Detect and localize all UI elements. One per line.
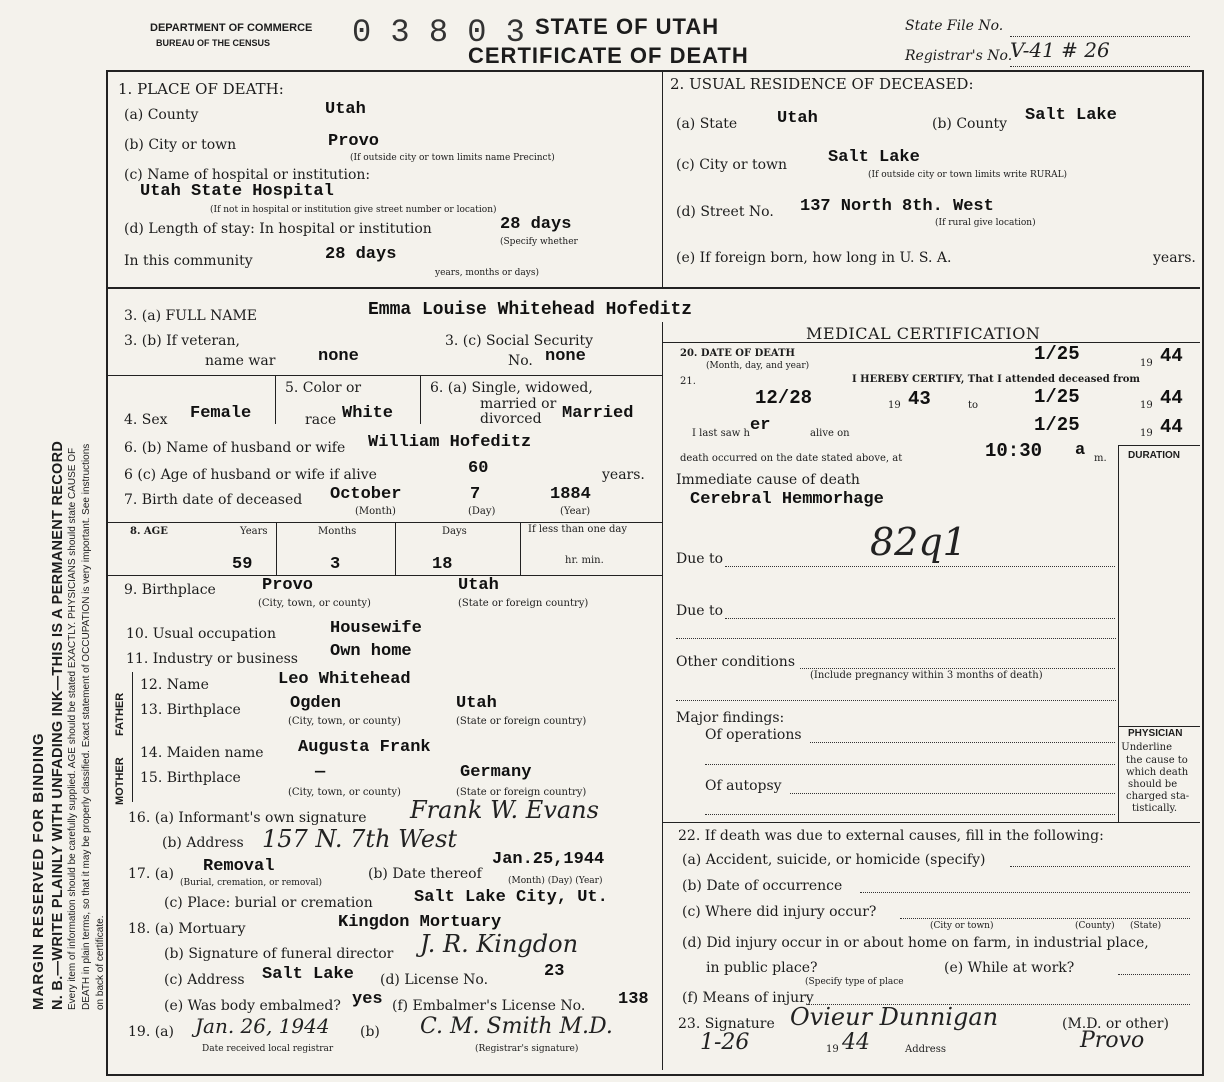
mother-city-note: (City, town, or county) — [288, 787, 401, 798]
informant-signature: Frank W. Evans — [410, 796, 599, 824]
res-county: Salt Lake — [1025, 106, 1117, 125]
marital-label-2: married or — [480, 396, 557, 412]
occurred-label: death occurred on the date stated above, at — [680, 453, 903, 464]
res-county-label: (b) County — [932, 116, 1008, 132]
death-county: Utah — [325, 100, 366, 119]
time-of-death: 10:30 — [985, 440, 1043, 462]
veteran-war: none — [318, 347, 359, 366]
father-birth-label: 13. Birthplace — [140, 702, 241, 718]
ss-no-label: No. — [508, 353, 533, 369]
foreign-label: (e) If foreign born, how long in U. S. A. — [676, 250, 952, 266]
full-name-label: 3. (a) FULL NAME — [124, 308, 257, 324]
spouse-name: William Hofeditz — [368, 433, 532, 452]
external-c: (c) Where did injury occur? — [682, 904, 877, 920]
state-title: STATE OF UTAH — [535, 14, 720, 39]
mother-tag: MOTHER — [114, 757, 126, 805]
disposition-date-note: (Month) (Day) (Year) — [508, 876, 603, 886]
burial-place: Salt Lake City, Ut. — [414, 888, 608, 907]
marital-status: Married — [562, 404, 634, 423]
mother-name: Augusta Frank — [298, 738, 431, 757]
color-label: 5. Color or — [285, 380, 362, 396]
specify-note: (Specify whether — [500, 237, 578, 247]
registrar-label: Registrar's No. — [905, 48, 1013, 64]
major-findings-label: Major findings: — [676, 710, 785, 726]
last-saw-year: 44 — [1160, 416, 1183, 438]
external-c-city: (City or town) — [930, 921, 994, 931]
external-d2: in public place? — [706, 960, 818, 976]
informant-label: 16. (a) Informant's own signature — [128, 810, 367, 826]
hospital-note: (If not in hospital or institution give street number or location) — [210, 205, 497, 215]
time-ampm: a — [1075, 441, 1086, 460]
duration-header: DURATION — [1128, 450, 1181, 461]
registrar-sig-label: (b) — [360, 1024, 380, 1040]
dod-year: 44 — [1160, 345, 1183, 367]
registrar-signature: C. M. Smith M.D. — [420, 1014, 613, 1039]
months-header: Months — [318, 526, 357, 537]
burial-label: 17. (a) — [128, 866, 174, 882]
occupation-label: 10. Usual occupation — [126, 626, 276, 642]
classification-code: 82q1 — [870, 520, 967, 564]
industry-label: 11. Industry or business — [126, 651, 298, 667]
disposition-method: Removal — [203, 857, 275, 876]
physician-note-3: which death — [1126, 767, 1189, 778]
from-year: 43 — [908, 388, 931, 410]
ss-number: none — [545, 347, 586, 366]
mortuary-label: 18. (a) Mortuary — [128, 921, 246, 937]
city-label: (b) City or town — [124, 137, 237, 153]
birthplace-city: Provo — [262, 576, 314, 595]
less-than-day-header: If less than one day — [528, 524, 627, 535]
death-city: Provo — [328, 132, 380, 151]
signature-date: 1-26 — [700, 1030, 750, 1055]
director-label: (b) Signature of funeral director — [164, 946, 394, 962]
birth-date-label: 7. Birth date of deceased — [124, 492, 303, 508]
certificate-number: 0 3 8 0 3 — [352, 14, 525, 51]
embalmer-license-label: (f) Embalmer's License No. — [392, 998, 586, 1014]
physician-tag: PHYSICIAN — [1128, 728, 1183, 739]
dept-label: DEPARTMENT OF COMMERCE — [150, 22, 313, 34]
informant-address: 157 N. 7th West — [262, 825, 458, 853]
immediate-cause: Cerebral Hemmorhage — [690, 490, 884, 509]
mortuary-address: Salt Lake — [262, 965, 354, 984]
embalmed-label: (e) Was body embalmed? — [164, 998, 341, 1014]
mother-city: — — [315, 763, 326, 782]
state-file-label: State File No. — [905, 18, 1004, 34]
last-saw-pronoun: er — [750, 416, 771, 435]
stay-community: 28 days — [325, 245, 397, 264]
month-note: (Month) — [355, 506, 396, 517]
registrar-date-note: Date received local registrar — [202, 1044, 334, 1054]
res-street: 137 North 8th. West — [800, 197, 994, 216]
license-number: 23 — [544, 962, 565, 981]
father-name: Leo Whitehead — [278, 670, 411, 689]
other-conditions-note: (Include pregnancy within 3 months of death) — [810, 670, 1043, 681]
from-year-pre: 19 — [888, 400, 901, 411]
ymd-note: years, months or days) — [435, 268, 539, 278]
city-note: (If outside city or town limits name Precinct) — [350, 153, 555, 163]
foreign-suffix: years. — [1153, 250, 1196, 266]
ss-label: 3. (c) Social Security — [445, 333, 594, 349]
community-label: In this community — [124, 253, 253, 269]
street-note: (If rural give location) — [935, 218, 1036, 228]
res-city-note: (If outside city or town limits write RURAL) — [868, 170, 1068, 180]
embalmer-license: 138 — [618, 990, 649, 1009]
birth-day: 7 — [470, 485, 481, 504]
spouse-age: 60 — [468, 459, 489, 478]
street-label: (d) Street No. — [676, 204, 774, 220]
dod-year-pre: 19 — [1140, 358, 1153, 369]
maiden-label: 14. Maiden name — [140, 745, 264, 761]
physician-note-5: charged sta- — [1126, 791, 1190, 802]
bureau-label: BUREAU OF THE CENSUS — [156, 38, 271, 48]
birthplace-label: 9. Birthplace — [124, 582, 216, 598]
hr-min: hr. min. — [565, 555, 604, 566]
physician-signature: Ovieur Dunnigan — [790, 1003, 999, 1031]
spouse-age-label: 6 (c) Age of husband or wife if alive — [124, 467, 377, 483]
external-d-note: (Specify type of place — [805, 977, 904, 987]
certify-number: 21. — [680, 376, 696, 387]
marital-label: 6. (a) Single, widowed, — [430, 380, 593, 396]
external-c-county: (County) — [1075, 921, 1115, 931]
last-saw-date: 1/25 — [1034, 414, 1080, 436]
margin-line-4: DEATH in plain terms, so that it may be properly classified. Exact statement of OCCUPATION is very important. See instructions — [81, 443, 92, 1010]
occupation: Housewife — [330, 619, 422, 638]
date-of-death: 1/25 — [1034, 343, 1080, 365]
informant-address-label: (b) Address — [162, 835, 244, 851]
license-label: (d) License No. — [380, 972, 489, 988]
registrar-date: Jan. 26, 1944 — [195, 1014, 330, 1038]
registrar-sig-note: (Registrar's signature) — [475, 1044, 579, 1054]
stay-label: (d) Length of stay: In hospital or institution — [124, 221, 432, 237]
disposition-date: Jan.25,1944 — [492, 850, 605, 869]
last-saw-label: I last saw h — [692, 428, 750, 439]
res-state-label: (a) State — [676, 116, 738, 132]
dod-note: (Month, day, and year) — [706, 361, 810, 371]
hospital-label: (c) Name of hospital or institution: — [124, 167, 371, 183]
due-to-label-2: Due to — [676, 603, 724, 619]
signature-label: 23. Signature — [678, 1016, 775, 1032]
war-label: name war — [205, 353, 276, 369]
to-year-pre: 19 — [1140, 400, 1153, 411]
year-note: (Year) — [560, 506, 591, 517]
race: White — [342, 404, 394, 423]
certify-text: I HEREBY CERTIFY, That I attended deceased from — [852, 374, 1141, 385]
res-state: Utah — [777, 109, 818, 128]
marital-label-3: divorced — [480, 411, 542, 427]
county-label: (a) County — [124, 107, 199, 123]
place-of-death-heading: 1. PLACE OF DEATH: — [118, 80, 284, 98]
external-d: (d) Did injury occur in or about home on farm, in industrial place, — [682, 935, 1149, 951]
signature-address-label: Address — [905, 1044, 946, 1055]
last-saw-year-pre: 19 — [1140, 428, 1153, 439]
father-name-label: 12. Name — [140, 677, 209, 693]
spouse-label: 6. (b) Name of husband or wife — [124, 440, 346, 456]
birthplace-state: Utah — [458, 576, 499, 595]
mother-state-note: (State or foreign country) — [456, 787, 587, 798]
immediate-cause-label: Immediate cause of death — [676, 472, 860, 488]
margin-line-2: N. B.—WRITE PLAINLY WITH UNFADING INK—THIS IS A PERMANENT RECORD — [50, 440, 66, 1010]
birth-year: 1884 — [550, 485, 591, 504]
father-city: Ogden — [290, 694, 342, 713]
external-e: (e) While at work? — [944, 960, 1075, 976]
dod-label: 20. DATE OF DEATH — [680, 348, 795, 359]
day-note: (Day) — [468, 506, 496, 517]
md-label: (M.D. or other) — [1062, 1016, 1169, 1032]
attended-to: 1/25 — [1034, 386, 1080, 408]
full-name: Emma Louise Whitehead Hofeditz — [368, 300, 693, 320]
age-days: 18 — [432, 555, 453, 574]
residence-heading: 2. USUAL RESIDENCE OF DECEASED: — [670, 75, 974, 93]
years-suffix: years. — [602, 467, 645, 483]
mother-state: Germany — [460, 763, 532, 782]
certificate-title: CERTIFICATE OF DEATH — [468, 43, 749, 68]
res-city: Salt Lake — [828, 148, 920, 167]
physician-note-1: Underline — [1121, 742, 1172, 753]
to-label: to — [968, 400, 979, 411]
sex: Female — [190, 404, 252, 423]
attended-from: 12/28 — [755, 387, 813, 409]
of-operations-label: Of operations — [705, 727, 802, 743]
disposition-date-label: (b) Date thereof — [368, 866, 482, 882]
signature-year: 44 — [842, 1030, 870, 1055]
hospital-name: Utah State Hospital — [140, 182, 334, 201]
days-header: Days — [442, 526, 467, 537]
father-state-note: (State or foreign country) — [456, 716, 587, 727]
external-f: (f) Means of injury — [682, 990, 814, 1006]
external-a: (a) Accident, suicide, or homicide (specify) — [682, 852, 986, 868]
director-signature: J. R. Kingdon — [420, 930, 579, 958]
embalmed: yes — [352, 990, 383, 1009]
father-state: Utah — [456, 694, 497, 713]
to-year: 44 — [1160, 387, 1183, 409]
age-label: 8. AGE — [130, 526, 168, 537]
sex-label: 4. Sex — [124, 412, 168, 428]
physician-note-6: tistically. — [1132, 803, 1178, 814]
medical-heading: MEDICAL CERTIFICATION — [806, 324, 1041, 343]
signature-address: Provo — [1080, 1028, 1145, 1053]
disposition-note: (Burial, cremation, or removal) — [180, 878, 323, 888]
margin-line-1: MARGIN RESERVED FOR BINDING — [30, 732, 47, 1010]
last-saw-label-2: alive on — [810, 428, 850, 439]
veteran-label: 3. (b) If veteran, — [124, 333, 240, 349]
mother-birth-label: 15. Birthplace — [140, 770, 241, 786]
external-heading: 22. If death was due to external causes, fill in the following: — [678, 828, 1104, 844]
due-to-label-1: Due to — [676, 551, 724, 567]
signature-year-pre: 19 — [826, 1044, 839, 1055]
age-months: 3 — [330, 555, 341, 574]
external-c-state: (State) — [1130, 921, 1162, 931]
other-conditions-label: Other conditions — [676, 654, 796, 670]
registrar-number: V-41 # 26 — [1010, 38, 1110, 62]
birth-state-note: (State or foreign country) — [458, 598, 589, 609]
burial-place-label: (c) Place: burial or cremation — [164, 895, 373, 911]
years-header: Years — [240, 526, 268, 537]
physician-note-4: should be — [1128, 779, 1178, 790]
father-city-note: (City, town, or county) — [288, 716, 401, 727]
margin-line-3: Every item of information should be carefully supplied. AGE should be stated EXACTLY. PHYSICIANS should state CAUSE OF — [67, 447, 78, 1010]
birth-month: October — [330, 485, 402, 504]
time-m: m. — [1094, 453, 1107, 464]
res-city-label: (c) City or town — [676, 157, 788, 173]
mortuary-name: Kingdon Mortuary — [338, 913, 502, 932]
external-b: (b) Date of occurrence — [682, 878, 843, 894]
industry: Own home — [330, 642, 412, 661]
margin-line-5: on back of certificate. — [95, 915, 106, 1010]
of-autopsy-label: Of autopsy — [705, 778, 782, 794]
age-years: 59 — [232, 555, 253, 574]
stay-hospital: 28 days — [500, 215, 572, 234]
father-tag: FATHER — [114, 692, 126, 736]
physician-note-2: the cause to — [1126, 755, 1188, 766]
birth-city-note: (City, town, or county) — [258, 598, 371, 609]
registrar-date-label: 19. (a) — [128, 1024, 174, 1040]
mortuary-address-label: (c) Address — [164, 972, 245, 988]
race-label: race — [305, 412, 337, 428]
